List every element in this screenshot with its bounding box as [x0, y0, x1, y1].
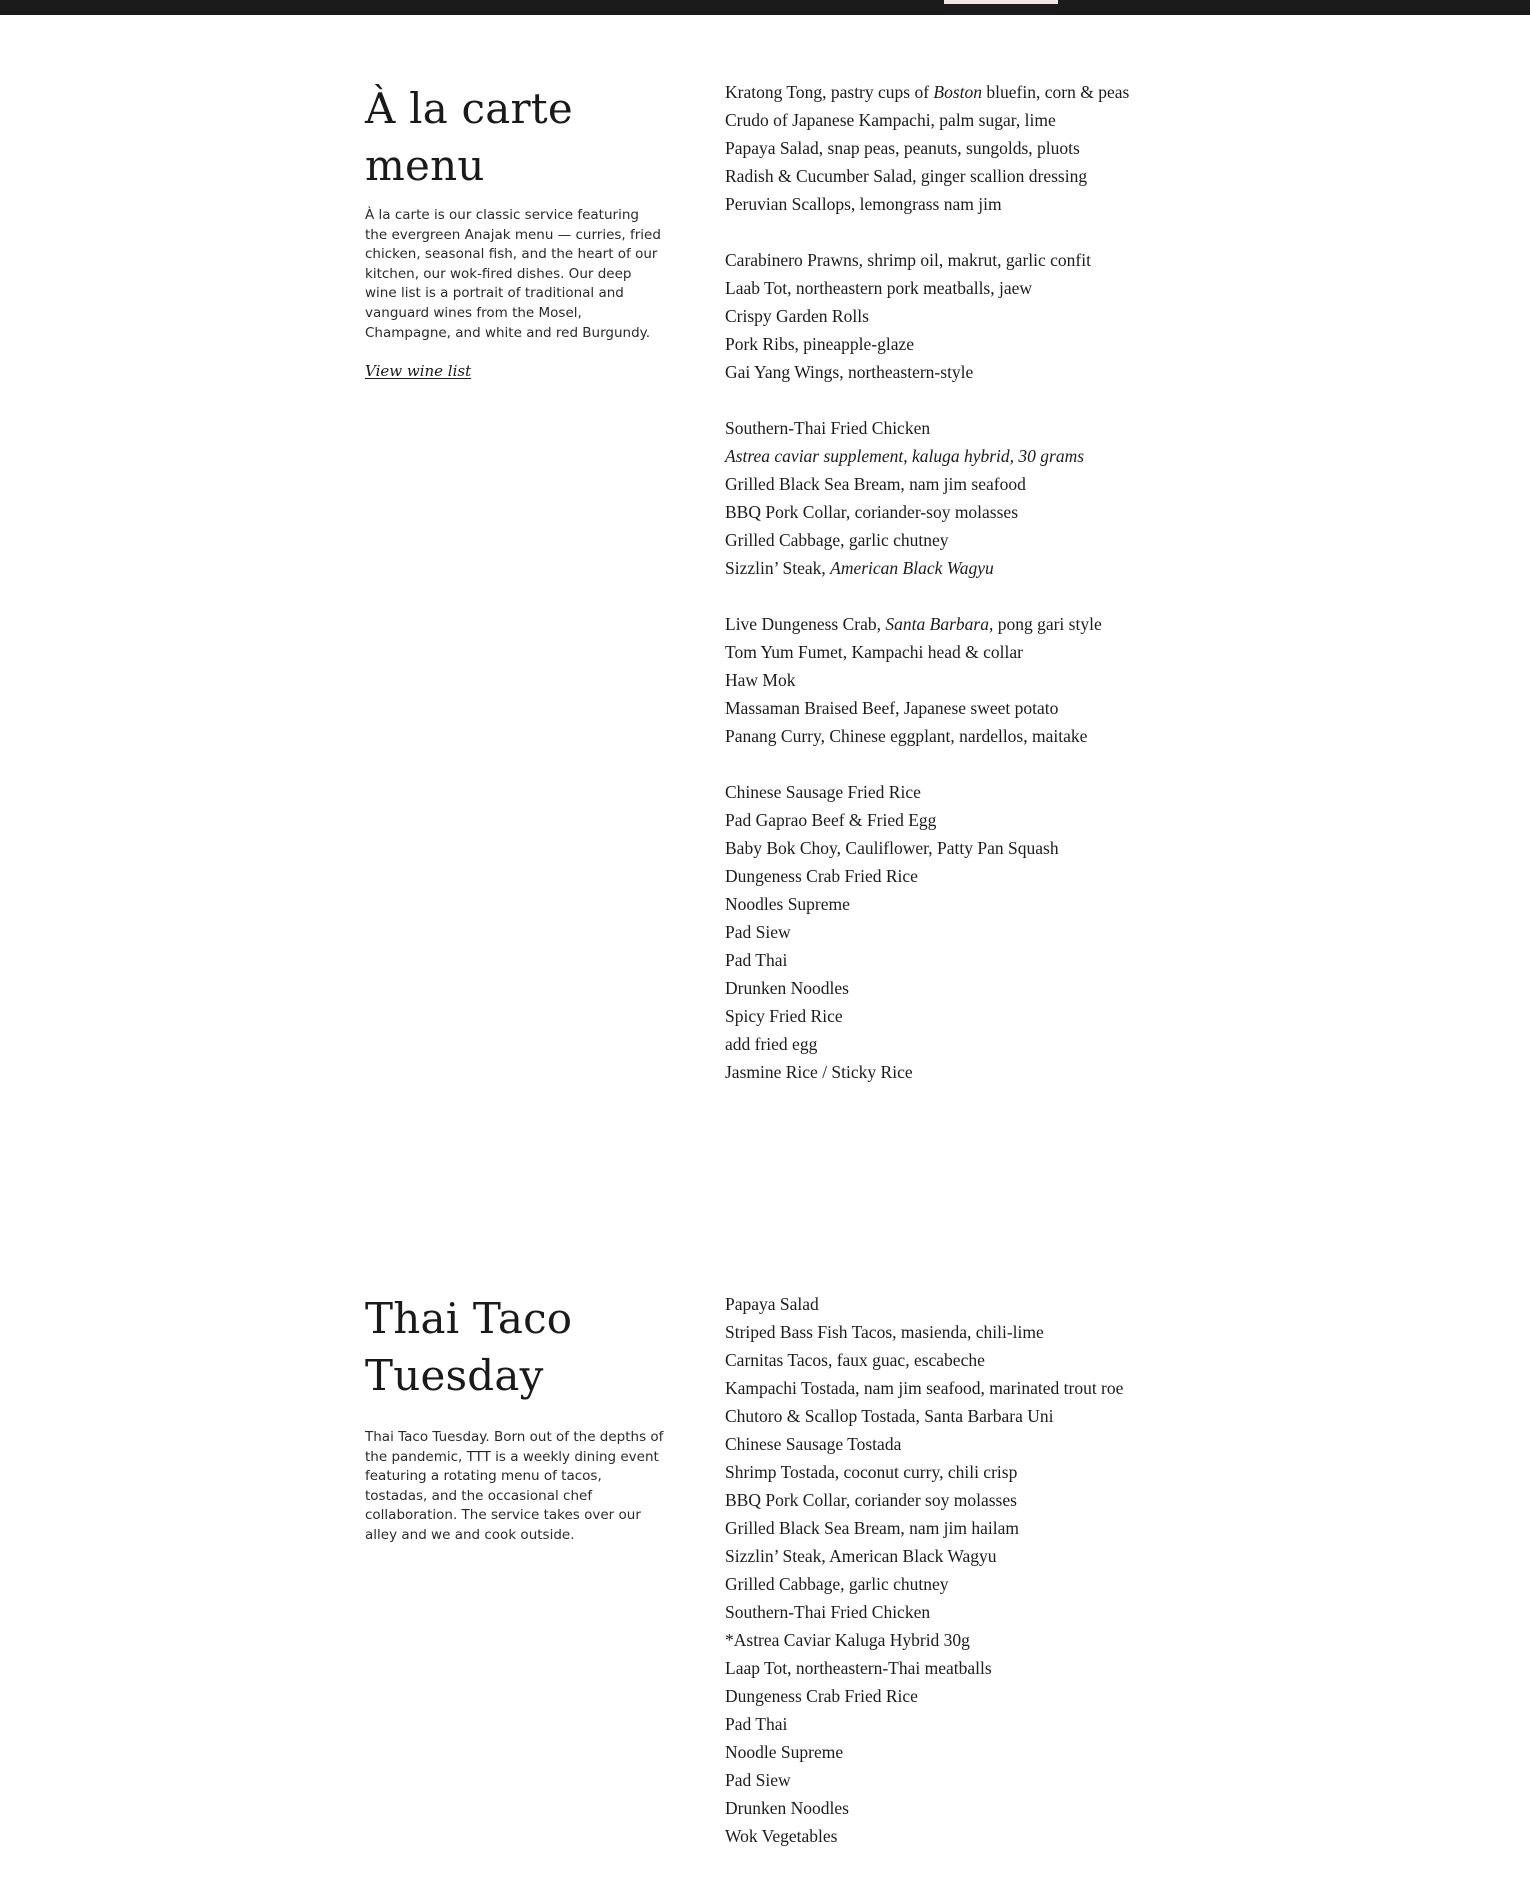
top-navigation-bar	[0, 0, 1530, 15]
menu-item-text: Pork Ribs, pineapple-glaze	[725, 334, 915, 354]
menu-item-text: add fried egg	[725, 1034, 818, 1054]
alacarte-description: À la carte is our classic service featuring the evergreen Anajak menu — curries, fried chicken, seasonal fish, and the heart of our kitchen, our wok-fired dishes. Our deep wine list is a portrait of traditional and vanguard wines from the Mosel, Champagne, and white and red Burgundy.	[365, 207, 661, 341]
menu-item-suffix: , pong gari style	[988, 614, 1102, 634]
menu-item: Carnitas Tacos, faux guac, escabeche	[725, 1350, 985, 1370]
menu-item-text: Massaman Braised Beef, Japanese sweet potato	[725, 698, 1059, 718]
menu-item: Drunken Noodles	[725, 1798, 849, 1818]
menu-item	[725, 778, 1225, 806]
menu-item: Wok Vegetables	[725, 1826, 838, 1846]
menu-item	[725, 498, 1225, 526]
menu-item-text: Jasmine Rice / Sticky Rice	[725, 1062, 913, 1082]
menu-item	[725, 806, 1225, 834]
ttt-title	[365, 1290, 675, 1404]
menu-item	[725, 526, 1225, 554]
menu-item	[725, 890, 1225, 918]
menu-item-text: Crudo of Japanese Kampachi, palm sugar, lime	[725, 110, 1056, 130]
menu-item	[725, 246, 1225, 274]
ttt-menu-list	[725, 1290, 1225, 1850]
menu-item-text: Baby Bok Choy, Cauliflower, Patty Pan Squash	[725, 838, 1059, 858]
menu-item-text: Chinese Sausage Fried Rice	[725, 782, 921, 802]
menu-item-text: Laab Tot, northeastern pork meatballs, jaew	[725, 278, 1033, 298]
menu-item	[725, 834, 1225, 862]
menu-item: Grilled Cabbage, garlic chutney	[725, 1574, 949, 1594]
menu-item	[725, 358, 1225, 386]
menu-item	[725, 442, 1225, 470]
menu-item	[725, 918, 1225, 946]
menu-item	[725, 722, 1225, 750]
menu-item-text: Southern-Thai Fried Chicken	[725, 418, 931, 438]
menu-item-text: Peruvian Scallops, lemongrass nam jim	[725, 194, 1002, 214]
menu-item	[725, 666, 1225, 694]
menu-item-text: Spicy Fried Rice	[725, 1006, 843, 1026]
menu-item-emphasis: American Black Wagyu	[830, 558, 994, 578]
menu-item-text: Noodles Supreme	[725, 894, 850, 914]
menu-item	[725, 554, 1225, 582]
menu-item-text: Radish & Cucumber Salad, ginger scallion dressing	[725, 166, 1088, 186]
menu-item-text: Pad Siew	[725, 922, 791, 942]
view-wine-list-link[interactable]: View wine list	[365, 362, 472, 381]
menu-item	[725, 470, 1225, 498]
menu-group	[725, 610, 1225, 750]
menu-item: Shrimp Tostada, coconut curry, chili crisp	[725, 1462, 1018, 1482]
menu-item	[725, 1058, 1225, 1086]
menu-item	[725, 414, 1225, 442]
menu-item-text: Drunken Noodles	[725, 978, 849, 998]
menu-item-text: Pad Thai	[725, 950, 788, 970]
ttt-title-line-1: Thai Taco	[365, 1294, 573, 1343]
menu-item: Pad Thai	[725, 1714, 788, 1734]
menu-item-text: Astrea caviar supplement, kaluga hybrid, 30 grams	[725, 446, 1085, 466]
menu-item-emphasis: Santa Barbara	[885, 614, 989, 634]
menu-item: Striped Bass Fish Tacos, masienda, chili-lime	[725, 1322, 1044, 1342]
ttt-title-line-2: Tuesday	[365, 1351, 544, 1400]
menu-item: Grilled Black Sea Bream, nam jim hailam	[725, 1518, 1020, 1538]
menu-item-text: Panang Curry, Chinese eggplant, nardellos, maitake	[725, 726, 1088, 746]
menu-item: Dungeness Crab Fried Rice	[725, 1686, 918, 1706]
menu-item	[725, 190, 1225, 218]
menu-item	[725, 694, 1225, 722]
menu-item-text: Tom Yum Fumet, Kampachi head & collar	[725, 642, 1023, 662]
menu-item	[725, 862, 1225, 890]
menu-item-emphasis: Boston	[933, 82, 983, 102]
menu-item-text: Live Dungeness Crab,	[725, 614, 882, 634]
menu-item: Pad Siew	[725, 1770, 791, 1790]
menu-item: *Astrea Caviar Kaluga Hybrid 30g	[725, 1630, 970, 1650]
menu-group	[725, 778, 1225, 1086]
menu-item: Kampachi Tostada, nam jim seafood, marinated trout roe	[725, 1378, 1124, 1398]
menu-item-text: Carabinero Prawns, shrimp oil, makrut, garlic confit	[725, 250, 1091, 270]
menu-item-text: Haw Mok	[725, 670, 796, 690]
menu-item-text: Grilled Black Sea Bream, nam jim seafood	[725, 474, 1026, 494]
menu-item: Chinese Sausage Tostada	[725, 1434, 902, 1454]
ttt-description: Thai Taco Tuesday. Born out of the depths of the pandemic, TTT is a weekly dining event featuring a rotating menu of tacos, tostadas, and the occasional chef collaboration. The service takes over our alley and we and cook outside.	[365, 1429, 664, 1543]
menu-item-text: Kratong Tong, pastry cups of	[725, 82, 930, 102]
menu-item	[725, 162, 1225, 190]
menu-item: Chutoro & Scallop Tostada, Santa Barbara Uni	[725, 1406, 1054, 1426]
menu-item: Southern-Thai Fried Chicken	[725, 1602, 931, 1622]
menu-item	[725, 274, 1225, 302]
menu-item: Papaya Salad	[725, 1294, 819, 1314]
menu-item	[725, 1030, 1225, 1058]
menu-item	[725, 974, 1225, 1002]
nav-active-tab-indicator[interactable]	[944, 0, 1058, 4]
menu-item-text: Papaya Salad, snap peas, peanuts, sungolds, pluots	[725, 138, 1080, 158]
menu-item-text: BBQ Pork Collar, coriander-soy molasses	[725, 502, 1019, 522]
menu-item	[725, 330, 1225, 358]
menu-item-text: Pad Gaprao Beef & Fried Egg	[725, 810, 937, 830]
menu-item	[725, 638, 1225, 666]
ttt-menu-group	[725, 1290, 1225, 1850]
menu-item: Noodle Supreme	[725, 1742, 844, 1762]
menu-item	[725, 302, 1225, 330]
menu-item	[725, 134, 1225, 162]
alacarte-intro	[365, 78, 675, 381]
menu-item-text: Grilled Cabbage, garlic chutney	[725, 530, 949, 550]
menu-item-suffix: bluefin, corn & peas	[982, 82, 1130, 102]
menu-item	[725, 946, 1225, 974]
menu-group	[725, 246, 1225, 386]
menu-item	[725, 106, 1225, 134]
menu-group	[725, 78, 1225, 218]
menu-item-text: Gai Yang Wings, northeastern-style	[725, 362, 974, 382]
alacarte-menu-list	[725, 78, 1225, 1086]
menu-item-text: Dungeness Crab Fried Rice	[725, 866, 918, 886]
menu-item	[725, 1002, 1225, 1030]
menu-item-text: Sizzlin’ Steak,	[725, 558, 826, 578]
menu-item-text: Crispy Garden Rolls	[725, 306, 869, 326]
menu-item: Sizzlin’ Steak, American Black Wagyu	[725, 1546, 997, 1566]
ttt-intro	[365, 1290, 675, 1546]
alacarte-title: À la carte menu	[365, 84, 573, 190]
menu-item: Laap Tot, northeastern-Thai meatballs	[725, 1658, 992, 1678]
menu-item	[725, 78, 1225, 106]
menu-item	[725, 610, 1225, 638]
menu-item: BBQ Pork Collar, coriander soy molasses	[725, 1490, 1017, 1510]
menu-group	[725, 414, 1225, 582]
